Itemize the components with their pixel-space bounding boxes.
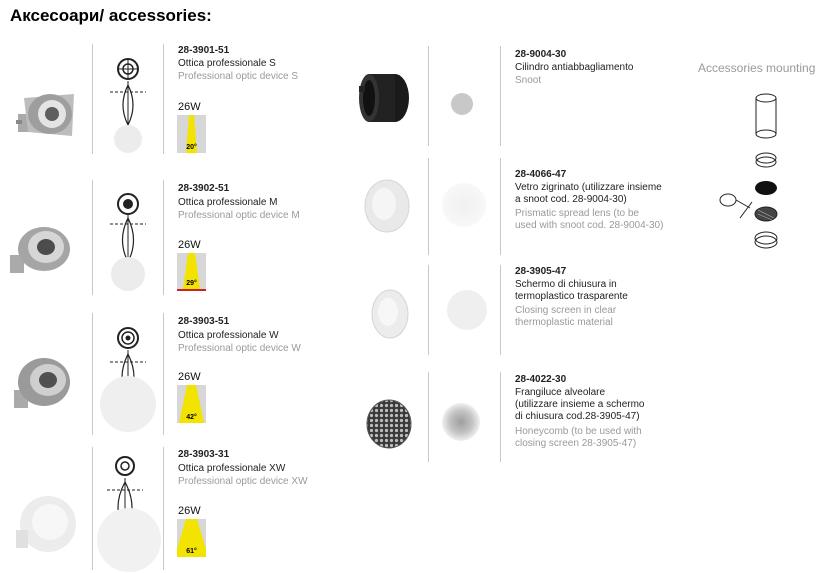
optic-code: 28-3903-31 (178, 449, 230, 460)
separator (500, 158, 501, 255)
accessory-code: 28-3905-47 (515, 266, 567, 277)
accessory-name-it: Frangiluce alveolare (utilizzare insieme a schermo di chiusura cod.28-3905-47) (515, 387, 645, 422)
beam-angle-label: 61° (186, 548, 197, 555)
separator (92, 313, 93, 435)
beam-angle-icon (177, 385, 206, 423)
beam-angle-icon (177, 115, 206, 153)
prismatic-lens-photo (362, 178, 412, 234)
closing-screen-beam-preview (446, 289, 488, 331)
accessory-name-en: Prismatic spread lens (to be used with snoot cod. 28-9004-30) (515, 208, 664, 231)
separator (92, 180, 93, 295)
accessory-name-en: Snoot (515, 75, 542, 86)
optic-wattage: 26W (178, 101, 201, 113)
optic-diagram (108, 47, 148, 155)
optic-product-photo (8, 225, 74, 277)
separator (428, 46, 429, 146)
beam-angle-label: 20° (186, 144, 197, 151)
beam-angle-icon (177, 519, 206, 557)
optic-wattage: 26W (178, 505, 201, 517)
optic-name-en: Professional optic device S (178, 71, 299, 82)
mounting-label: Accessories mounting (698, 61, 816, 75)
optic-product-photo (10, 356, 76, 412)
prismatic-beam-preview (441, 182, 487, 228)
optic-name-it: Ottica professionale W (178, 330, 279, 341)
optic-name-en: Professional optic device M (178, 210, 300, 221)
optic-code: 28-3901-51 (178, 45, 230, 56)
optic-product-photo (12, 492, 78, 556)
accessory-name-it: Schermo di chiusura in termoplastico trasparente (515, 279, 628, 302)
accessory-code: 28-4066-47 (515, 169, 567, 180)
optic-name-it: Ottica professionale XW (178, 463, 286, 474)
separator (428, 158, 429, 255)
optic-name-en: Professional optic device XW (178, 476, 308, 487)
separator (163, 44, 164, 154)
optic-code: 28-3903-51 (178, 316, 230, 327)
optic-name-it: Ottica professionale S (178, 58, 276, 69)
optic-diagram (108, 186, 148, 292)
honeycomb-beam-preview (441, 402, 481, 442)
separator (428, 265, 429, 355)
accessory-code: 28-4022-30 (515, 374, 567, 385)
optic-name-it: Ottica professionale M (178, 197, 278, 208)
mounting-diagram (716, 90, 796, 260)
separator (92, 44, 93, 154)
beam-angle-label: 29° (186, 280, 197, 287)
separator (163, 180, 164, 295)
honeycomb-photo (364, 398, 414, 450)
optic-diagram (95, 452, 161, 572)
optic-wattage: 26W (178, 239, 201, 251)
accessory-name-en: Honeycomb (to be used with closing screen 28-3905-47) (515, 426, 642, 449)
separator (428, 372, 429, 462)
optic-code: 28-3902-51 (178, 183, 230, 194)
page-title: Аксесоари/ accessories: (10, 6, 212, 25)
accessory-name-it: Cilindro antiabbagliamento (515, 62, 634, 73)
optic-wattage: 26W (178, 371, 201, 383)
optic-name-en: Professional optic device W (178, 343, 301, 354)
separator (500, 265, 501, 355)
snoot-photo (355, 70, 417, 126)
accessory-name-it: Vetro zigrinato (utilizzare insieme a snoot cod. 28-9004-30) (515, 182, 662, 205)
snoot-beam-preview (450, 92, 474, 116)
closing-screen-photo (368, 288, 412, 340)
beam-angle-icon (177, 253, 206, 291)
separator (500, 372, 501, 462)
optic-product-photo (14, 92, 80, 140)
accessory-name-en: Closing screen in clear thermoplastic material (515, 305, 617, 328)
accessory-code: 28-9004-30 (515, 49, 567, 60)
separator (500, 46, 501, 146)
optic-diagram (100, 320, 156, 432)
separator (163, 447, 164, 570)
separator (163, 313, 164, 435)
separator (92, 447, 93, 570)
beam-angle-label: 42° (186, 414, 197, 421)
